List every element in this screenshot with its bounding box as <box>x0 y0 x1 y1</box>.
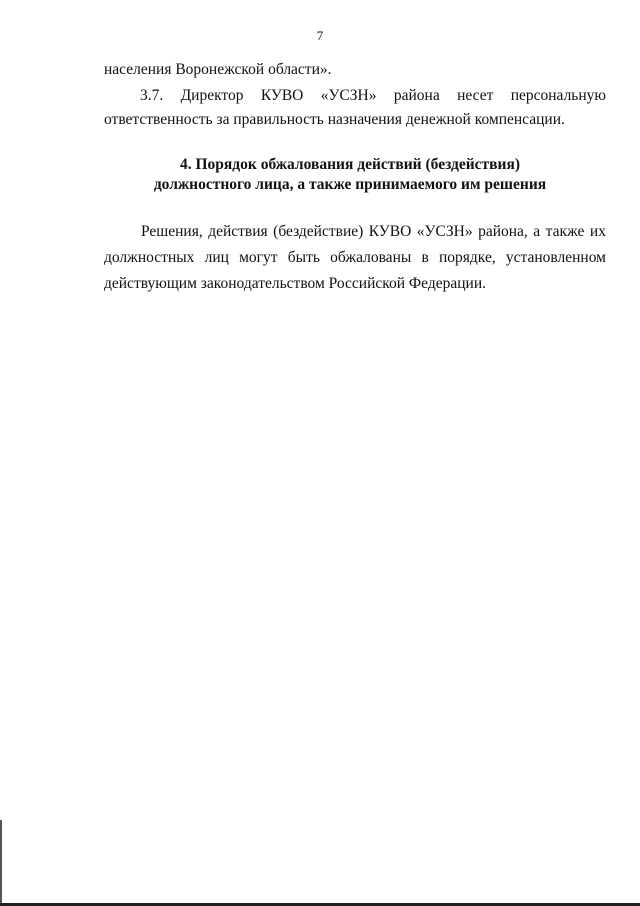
item-word: Директор <box>180 87 244 104</box>
item-word: несет <box>457 87 494 104</box>
body-word: быть <box>287 249 320 266</box>
body-word: должностных <box>104 249 195 266</box>
item-3-7-line2: ответственность за правильность назначения денежной компенсации. <box>104 111 565 128</box>
body-line2 <box>104 248 606 268</box>
section-title-line2: должностного лица, а также принимаемого им решения <box>153 176 547 193</box>
item-3-7-line1 <box>140 86 606 106</box>
body-word: а <box>533 223 541 240</box>
body-word: КУВО <box>368 223 412 240</box>
body-word: установленном <box>505 249 606 266</box>
item-word: КУВО <box>260 87 304 104</box>
body-word: действия <box>208 223 268 240</box>
body-word: «УСЗН» <box>416 223 473 240</box>
item-word: района <box>393 87 440 104</box>
paragraph-end-line: населения Воронежской области». <box>104 61 332 78</box>
page-number: 7 <box>316 28 324 43</box>
body-word: порядке, <box>438 249 496 266</box>
body-word: Решения, <box>141 223 203 240</box>
body-line1 <box>141 222 606 242</box>
item-number: 3.7. <box>140 87 164 104</box>
item-word: персональную <box>510 87 606 104</box>
section-title-line1: 4. Порядок обжалования действий (бездействия) <box>179 156 521 173</box>
scan-edge-left <box>0 820 2 906</box>
body-word: могут <box>239 249 278 266</box>
body-word: также <box>545 223 585 240</box>
body-word: в <box>421 249 429 266</box>
body-word: лиц <box>204 249 229 266</box>
body-word: их <box>589 223 606 240</box>
body-word: района, <box>478 223 528 240</box>
body-word: (бездействие) <box>273 223 364 240</box>
item-word: «УСЗН» <box>320 87 377 104</box>
body-line3: действующим законодательством Российской Федерации. <box>104 275 487 292</box>
body-word: обжалованы <box>330 249 412 266</box>
